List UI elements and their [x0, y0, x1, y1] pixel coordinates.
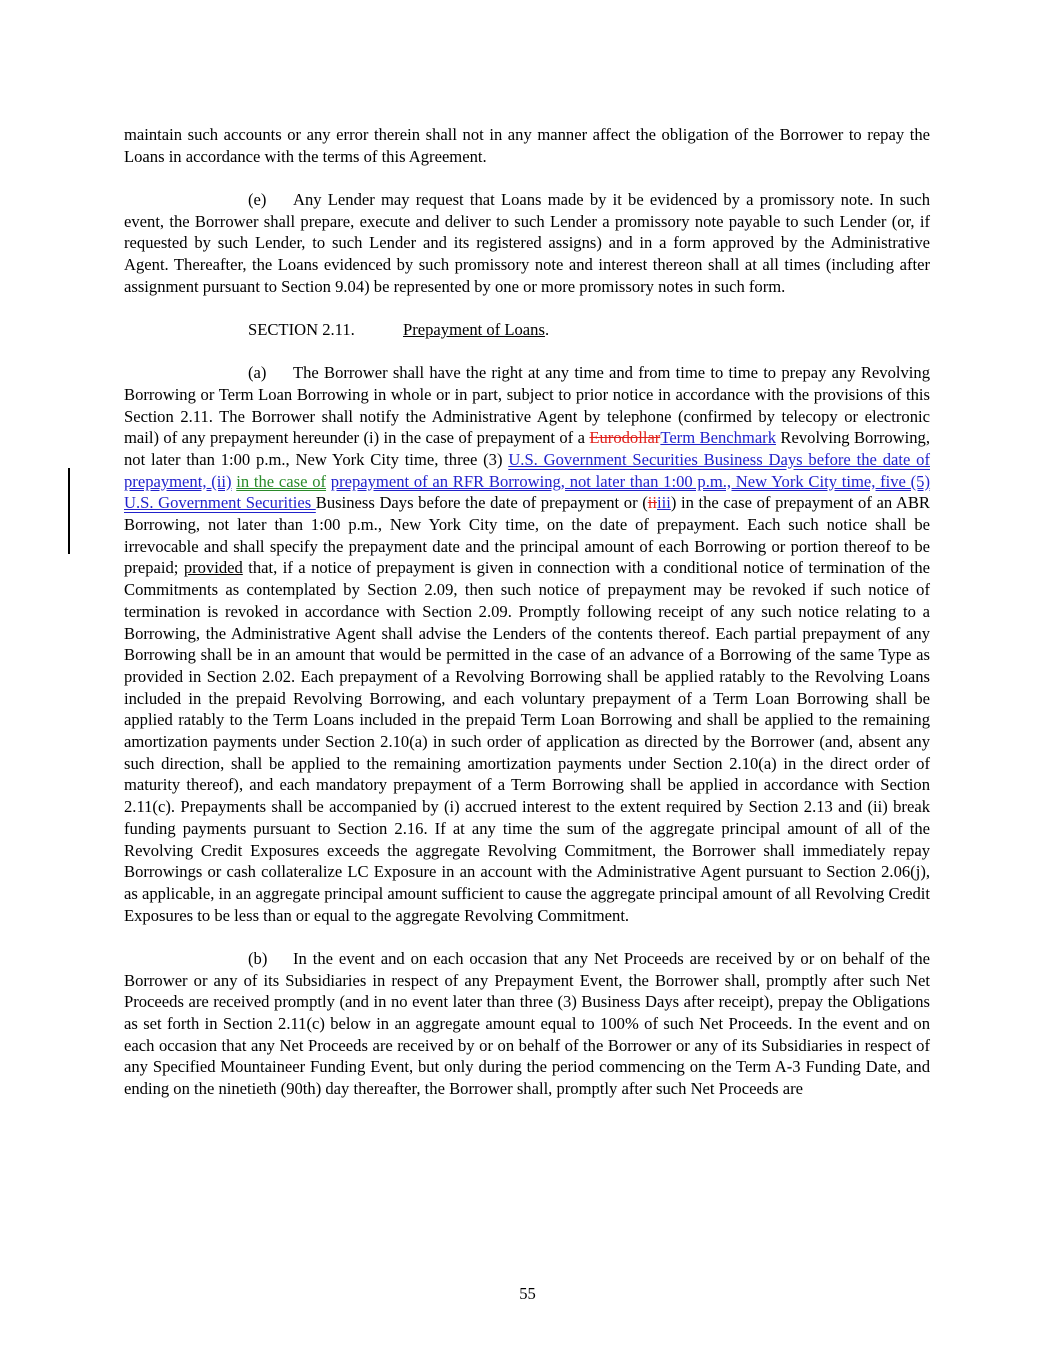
inserted-text-term-benchmark: Term Benchmark — [660, 428, 777, 448]
paragraph-e-text: Any Lender may request that Loans made by it be evidenced by a promissory note. In such event, the Borrower shall prepare, execute and deliver to such Lender a promissory note payable to such Lender (or, if requested by such Lender, to such Lender and its registered assigns) and in a form approved by the Administrative Agent. Thereafter, the Loans evidenced by such promissory note and interest thereon shall at all times (including after assignment pursuant to Section 9.04) be represented by one or more promissory notes in such form. — [124, 189, 930, 296]
section-title: Prepayment of Loans — [403, 319, 545, 339]
paragraph-a-text-1: The Borrower shall have the right at any time and from time to time to prepay any Revolving Borrowing or Term Loan Borrowing in whole or in part, subject to prior notice in accordance with the provisions of this Section 2.11. The Borrower shall notify the Administrative Agent by telephone (confirmed by telecopy or electronic mail) of any prepayment hereunder (i) in the case of prepayment of a — [124, 363, 930, 448]
revision-change-bar — [68, 468, 70, 554]
paragraph-a-label: (a) — [248, 363, 267, 383]
paragraph-a-text-4: ) in the case of prepayment of an ABR Borrowing, not later than 1:00 p.m., New York City time, on the date of prepayment. Each such notice shall be irrevocable and shall specify the prepayment date and the principal amount of each Borrowing or portion thereof to be prepaid; — [124, 493, 930, 578]
continued-paragraph: maintain such accounts or any error therein shall not in any manner affect the obligation of the Borrower to repay the Loans in accordance with the terms of this Agreement. — [124, 125, 930, 166]
moved-text-in-the-case-of: in the case of — [236, 471, 327, 491]
paragraph-b-text: In the event and on each occasion that any Net Proceeds are received by or on behalf of the Borrower or any of its Subsidiaries in respect of any Prepayment Event, the Borrower shall, promptly after such Net Proceeds are received promptly (and in no event later than three (3) Business Days after receipt), prepay the Obligations as set forth in Section 2.11(c) below in an aggregate amount equal to 100% of such Net Proceeds. In the event and on each occasion that any Net Proceeds are received by or on behalf of the Borrower or any of its Subsidiaries in respect of any Specified Mountaineer Funding Event, but only during the period commencing on the Term A-3 Funding Date, and ending on the ninetieth (90th) day thereafter, the Borrower shall, promptly after such Net Proceeds are — [124, 948, 930, 1099]
paragraph-a-text-3: Business Days before the date of prepayment or ( — [315, 493, 648, 513]
paragraph-e-label: (e) — [248, 189, 267, 209]
section-number: SECTION 2.11. — [248, 319, 355, 339]
paragraph-e — [124, 189, 930, 298]
page-number: 55 — [519, 1284, 536, 1303]
section-heading — [248, 319, 930, 341]
inserted-text-us-gov-securities: U.S. Government Securities Business Days before the date of prepayment, (ii) — [124, 449, 930, 491]
paragraph-b — [124, 948, 930, 1100]
deleted-text-eurodollar: Eurodollar — [589, 428, 661, 448]
inserted-text-rfr-borrowing: prepayment of an RFR Borrowing, not later than 1:00 p.m., New York City time, five (5) U.S. Government Securities — [124, 471, 931, 513]
provided-term: provided — [183, 558, 243, 578]
paragraph-a — [124, 362, 930, 926]
paragraph-b-label: (b) — [248, 948, 268, 968]
document-page — [124, 124, 930, 1100]
deleted-text-ii: ii — [647, 493, 657, 513]
paragraph-a-text-5: that, if a notice of prepayment is given in connection with a conditional notice of termination of the Commitments as contemplated by Section 2.09, then such notice of prepayment may be revoked if such notice of termination is revoked in accordance with Section 2.09. Promptly following receipt of any such notice relating to a Borrowing, the Administrative Agent shall advise the Lenders of the contents thereof. Each partial prepayment of any Borrowing shall be in an amount that would be permitted in the case of an advance of a Borrowing of the same Type as provided in Section 2.02. Each prepayment of a Revolving Borrowing shall be applied ratably to the Revolving Loans included in the prepaid Revolving Borrowing, and each voluntary prepayment of a Term Loan Borrowing shall be applied ratably to the Term Loans included in the prepaid Term Loan Borrowing and shall be applied to the remaining amortization payments under Section 2.10(a) in such order of application as directed by the Borrower (and, absent any such direction, shall be applied to the remaining amortization payments under Section 2.10(a) in the direct order of maturity thereof), and each mandatory prepayment of a Term Borrowing shall be applied in accordance with Section 2.11(c). Prepayments shall be accompanied by (i) accrued interest to the extent required by Section 2.13 and (ii) break funding payments pursuant to Section 2.16. If at any time the sum of the aggregate principal amount of all of the Revolving Credit Exposures exceeds the aggregate Revolving Commitment, the Borrower shall immediately repay Borrowings or cash collateralize LC Exposure in an account with the Administrative Agent pursuant to Section 2.06(j), as applicable, in an aggregate principal amount sufficient to cause the aggregate principal amount of all Revolving Credit Exposures to be less than or equal to the aggregate Revolving Commitment. — [124, 558, 930, 925]
inserted-text-iii: iii — [656, 493, 671, 513]
paragraph-a-text-2: Revolving Borrowing, not later than 1:00 p.m., New York City time, three (3) — [124, 428, 930, 469]
section-title-period: . — [544, 319, 550, 339]
